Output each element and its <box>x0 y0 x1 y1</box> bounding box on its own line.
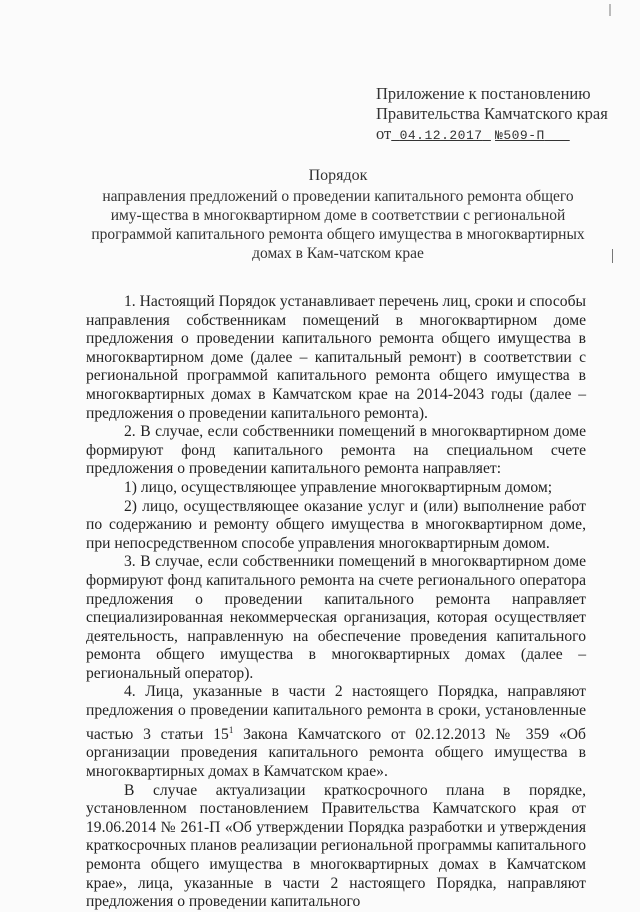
paragraph: 2) лицо, осуществляющее оказание услуг и (или) выполнение работ по содержанию и ремонту общего имущества в многоквартирном доме, при непосредственном способе управления многоквартирным домом. <box>86 497 586 552</box>
title-text: направления предложений о проведении капитального ремонта общего иму-щества в многоквартирном доме в соответствии с региональной программой капитального ремонта общего имущества в многоквартирных домах в Кам-чатском крае <box>91 188 585 262</box>
annex-date: 04.12.2017 <box>399 128 483 143</box>
annex-line: Правительства Камчатского края <box>376 104 608 123</box>
date-prefix: от <box>376 124 392 143</box>
annex-header <box>376 84 616 146</box>
paragraph: В случае актуализации краткосрочного плана в порядке, установленном постановлением Правительства Камчатского края от 19.06.2014 № 261-П «Об утверждении Порядка разработки и утверждения краткосрочных планов реализации региональной программы капитального ремонта общего имущества в многоквартирных домах в Камчатском крае», лица, указанные в части 2 настоящего Порядка, направляют предложения о проведении капитального <box>86 781 586 911</box>
document-body <box>86 293 586 912</box>
document-title <box>88 166 588 263</box>
superscript: 1 <box>228 724 234 735</box>
paragraph: 3. В случае, если собственники помещений в многоквартирном доме формируют фонд капитального ремонта на счете регионального оператора предложения о проведении капитального ремонта направляет специализированная некоммерческая организация, которая осуществляет деятельность, направленную на обеспечение проведения капитального ремонта общего имущества в многоквартирных домах (далее – региональный оператор). <box>86 553 586 682</box>
scan-mark <box>612 249 613 263</box>
scan-mark <box>609 4 611 16</box>
title-heading: Порядок <box>308 167 368 184</box>
paragraph: 2. В случае, если собственники помещений в многоквартирном доме формируют фонд капитального ремонта на специальном счете предложения о проведении капитального ремонта направляет: <box>86 423 586 478</box>
paragraph: 1. Настоящий Порядок устанавливает перечень лиц, сроки и способы направления собственникам помещений в многоквартирном доме предложения о проведении капитального ремонта общего имущества в многоквартирном доме (далее – капитальный ремонт) в соответствии с региональной программой капитального ремонта общего имущества в многоквартирных домах в Камчатском крае на 2014-2043 годы (далее – предложения о проведении капитального ремонта). <box>86 293 586 422</box>
annex-number: №509-П <box>495 128 545 143</box>
annex-date-line <box>376 124 616 146</box>
paragraph: 4. Лица, указанные в части 2 настоящего Порядка, направляют предложения о проведении капитального ремонта в сроки, установленные частью 3 статьи $15^1$ Закона Камчатского от 02.12.2013 № 359 «Об организации проведения капитального ремонта общего имущества в многоквартирных домах в Камчатском крае». <box>86 683 586 781</box>
annex-line: Приложение к постановлению <box>376 84 591 103</box>
paragraph: 1) лицо, осуществляющее управление многоквартирным домом; <box>124 478 553 496</box>
